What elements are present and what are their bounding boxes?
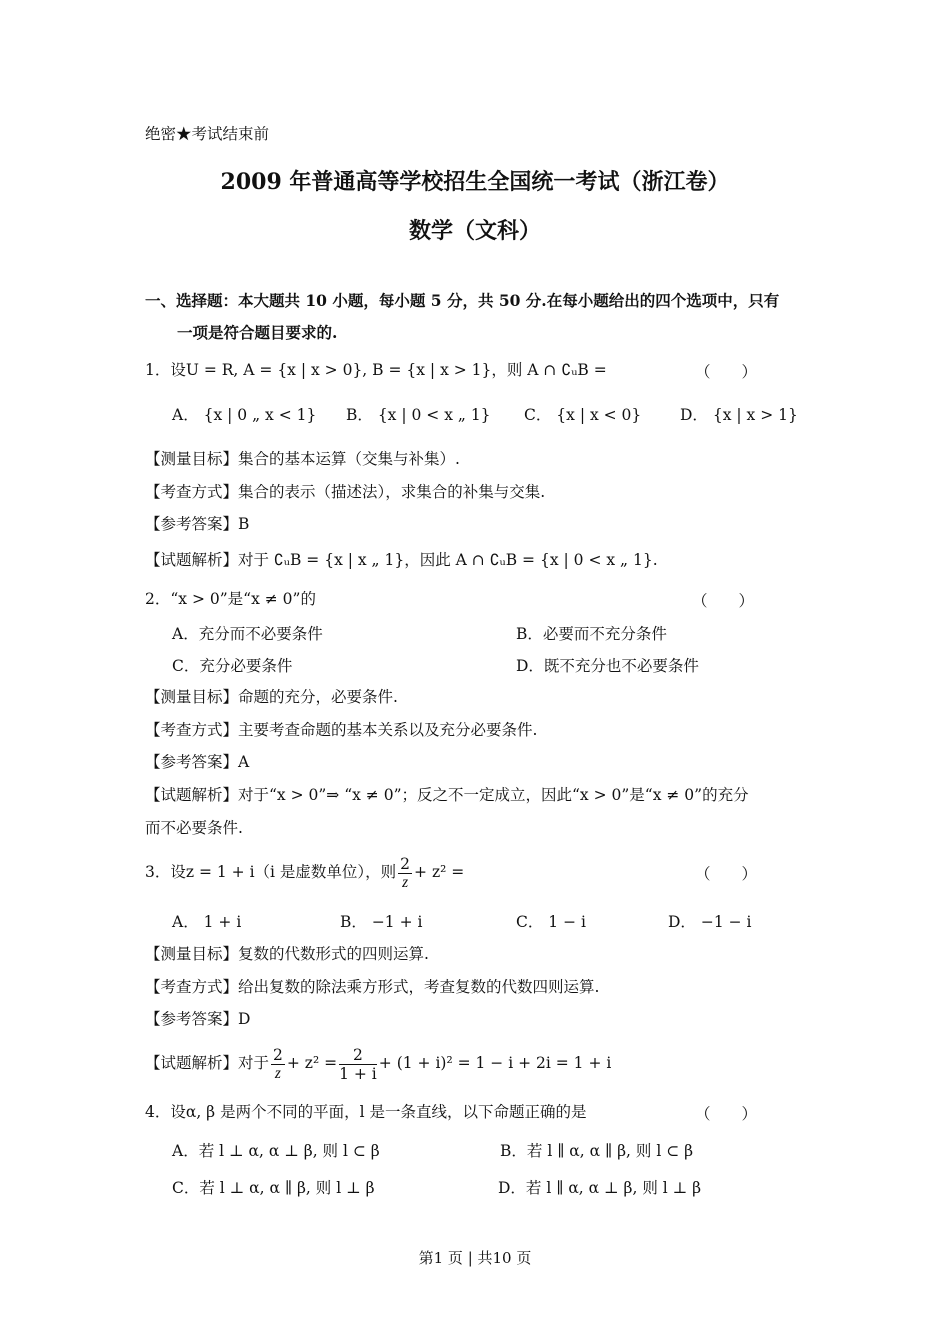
q4-option-b: B．若 l ∥ α, α ∥ β, 则 l ⊂ β	[500, 1142, 694, 1160]
q3-frac-den: z	[402, 873, 409, 891]
q3-option-b: B． −1 + i	[340, 913, 423, 931]
q2-analysis-line1: 【试题解析】对于“x > 0”⇒ “x ≠ 0”；反之不一定成立，因此“x > 0”是“x ≠ 0”的充分	[145, 786, 749, 804]
confidential-mark: 绝密★考试结束前	[145, 125, 270, 143]
q2-option-d: D．既不充分也不必要条件	[516, 657, 699, 675]
q3-analysis-frac1	[271, 1046, 285, 1083]
section-instructions-line2: 一项是符合题目要求的.	[177, 323, 338, 342]
q3-option-a: A． 1 + i	[172, 913, 242, 931]
q3-stem-pre: 3．设z = 1 + i（i 是虚数单位），则	[145, 863, 397, 881]
q3-method: 【考查方式】给出复数的除法乘方形式，考查复数的代数四则运算.	[145, 978, 600, 996]
q1-option-d: D． {x | x > 1}	[680, 406, 798, 424]
q1-answer: 【参考答案】B	[145, 515, 250, 533]
q1-target: 【测量目标】集合的基本运算（交集与补集）.	[145, 450, 460, 468]
q4-option-c: C．若 l ⊥ α, α ∥ β, 则 l ⊥ β	[172, 1179, 375, 1197]
q1-analysis: 【试题解析】对于 ∁ᵤB = {x | x „ 1}，因此 A ∩ ∁ᵤB = {x | 0 < x „ 1}.	[145, 551, 658, 569]
q3-answer: 【参考答案】D	[145, 1010, 251, 1028]
q3-stem-post: + z² =	[414, 863, 465, 881]
page-footer: 第1 页 | 共10 页	[418, 1249, 532, 1267]
q2-stem: 2．“x > 0”是“x ≠ 0”的	[145, 590, 316, 608]
q3-analysis-mid: + z² =	[286, 1054, 338, 1072]
q3-analysis-den1: z	[274, 1064, 281, 1082]
q4-stem: 4．设α, β 是两个不同的平面，l 是一条直线，以下命题正确的是	[145, 1103, 587, 1121]
q2-option-b: B．必要而不充分条件	[516, 625, 667, 643]
q3-analysis-den2: 1 + i	[339, 1064, 377, 1083]
q3-frac-num: 2	[400, 854, 411, 873]
q3-target: 【测量目标】复数的代数形式的四则运算.	[145, 945, 429, 963]
q3-analysis-frac2	[339, 1046, 377, 1083]
q3-option-c: C． 1 − i	[516, 913, 586, 931]
exam-title: 2009 年普通高等学校招生全国统一考试（浙江卷）	[220, 169, 730, 195]
q3-stem	[145, 850, 464, 894]
q3-analysis-num2: 2	[339, 1046, 377, 1065]
q3-option-d: D． −1 − i	[668, 913, 752, 931]
q2-analysis-line2: 而不必要条件.	[145, 819, 243, 837]
q2-option-a: A．充分而不必要条件	[172, 625, 323, 643]
q3-analysis	[145, 1041, 611, 1085]
q4-answer-blank: （ ）	[695, 1105, 758, 1123]
q2-answer-blank: （ ）	[692, 592, 755, 610]
q1-option-a: A． {x | 0 „ x < 1}	[172, 406, 317, 424]
q2-option-c: C．充分必要条件	[172, 657, 293, 675]
q2-target: 【测量目标】命题的充分，必要条件.	[145, 688, 398, 706]
q4-option-a: A．若 l ⊥ α, α ⊥ β, 则 l ⊂ β	[172, 1142, 380, 1160]
q1-method: 【考查方式】集合的表示（描述法），求集合的补集与交集.	[145, 483, 546, 501]
section-instructions-line1: 一、选择题：本大题共 10 小题，每小题 5 分，共 50 分.在每小题给出的四个选项中，只有	[145, 291, 780, 310]
exam-subtitle: 数学（文科）	[408, 218, 541, 244]
q1-option-c: C． {x | x < 0}	[524, 406, 642, 424]
q3-fraction	[398, 855, 412, 892]
q3-analysis-pre: 【试题解析】对于	[145, 1054, 270, 1072]
q3-analysis-post: + (1 + i)² = 1 − i + 2i = 1 + i	[378, 1054, 612, 1072]
q1-option-b: B． {x | 0 < x „ 1}	[346, 406, 491, 424]
q1-stem: 1．设U = R, A = {x | x > 0}, B = {x | x > 1}，则 A ∩ ∁ᵤB =	[145, 361, 607, 379]
q2-answer: 【参考答案】A	[145, 753, 250, 771]
q3-analysis-num1: 2	[273, 1045, 283, 1064]
q1-answer-blank: （ ）	[695, 363, 758, 381]
q2-method: 【考查方式】主要考查命题的基本关系以及充分必要条件.	[145, 721, 538, 739]
q3-answer-blank: （ ）	[695, 865, 758, 883]
q4-option-d: D．若 l ∥ α, α ⊥ β, 则 l ⊥ β	[498, 1179, 702, 1197]
